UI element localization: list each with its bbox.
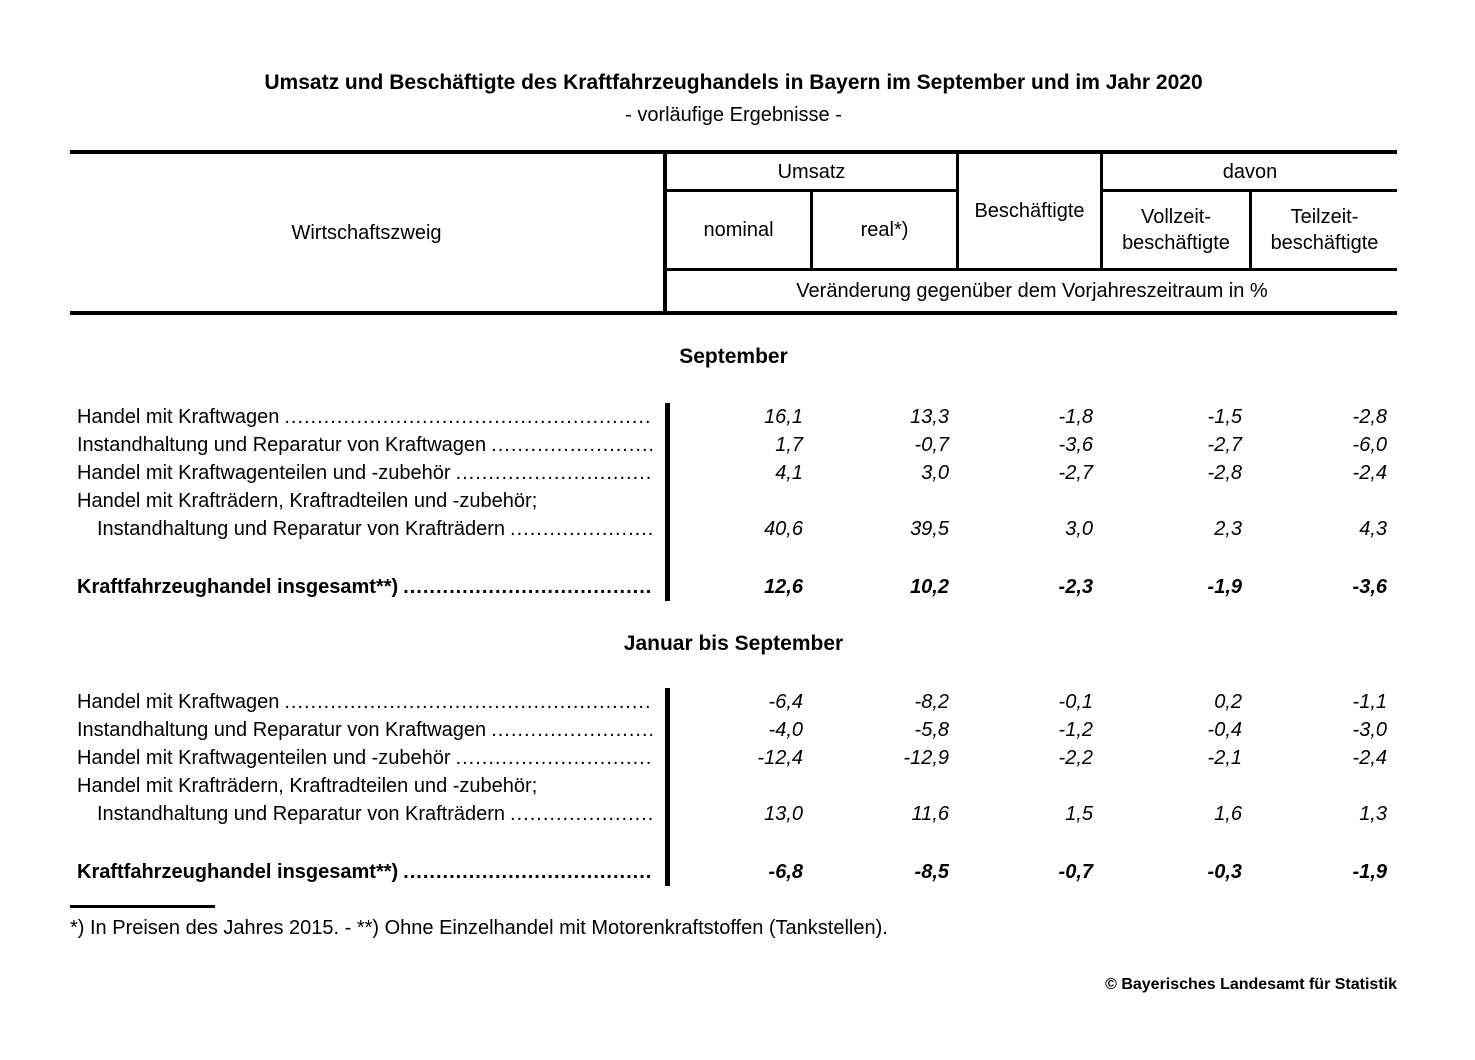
value-real: 13,3 (910, 406, 949, 428)
value-teilzeit: -2,8 (1352, 406, 1387, 428)
value-beschaeftigte: -0,1 (1058, 691, 1093, 713)
value-vollzeit: 1,6 (1214, 803, 1242, 825)
value-teilzeit: -2,4 (1352, 747, 1387, 769)
table-row (70, 403, 1397, 431)
dotted-leader (284, 688, 652, 716)
dotted-leader (456, 459, 652, 487)
value-real: -12,9 (903, 747, 949, 769)
value-beschaeftigte: -0,7 (1058, 861, 1093, 883)
table-total-row (70, 573, 1397, 601)
value-vollzeit: 0,2 (1214, 691, 1242, 713)
value-real: 11,6 (911, 803, 949, 825)
section-heading-september: September (679, 345, 788, 368)
row-label-text: Handel mit Kraftwagenteilen und -zubehör (77, 462, 451, 484)
value-teilzeit: -6,0 (1352, 434, 1387, 456)
value-beschaeftigte: -1,2 (1058, 719, 1093, 741)
value-real: -0,7 (914, 434, 949, 456)
header-umsatz: Umsatz (667, 154, 959, 192)
value-teilzeit: -3,6 (1352, 576, 1387, 598)
dotted-leader (491, 431, 652, 459)
value-beschaeftigte: -3,6 (1058, 434, 1093, 456)
row-label-text: Handel mit Krafträdern, Kraftradteilen und -zubehör; (77, 775, 538, 797)
value-vollzeit: -1,5 (1207, 406, 1242, 428)
row-label (70, 403, 667, 431)
table-row (70, 688, 1397, 716)
row-label (70, 431, 667, 459)
value-nominal: -12,4 (757, 747, 803, 769)
value-nominal: 1,7 (775, 434, 803, 456)
row-label (70, 744, 667, 772)
value-teilzeit: 4,3 (1359, 518, 1387, 540)
header-real: real*) (813, 192, 959, 268)
value-vollzeit: -2,1 (1207, 747, 1242, 769)
value-nominal: 16,1 (764, 406, 803, 428)
value-teilzeit: -3,0 (1352, 719, 1387, 741)
row-label (70, 716, 667, 744)
header-nominal: nominal (667, 192, 813, 268)
copyright-notice: © Bayerisches Landesamt für Statistik (1105, 976, 1397, 993)
table-total-row (70, 858, 1397, 886)
row-label-text: Instandhaltung und Reparatur von Krafträdern (97, 803, 506, 825)
row-label-text: Handel mit Kraftwagen (77, 691, 280, 713)
row-label-text: Instandhaltung und Reparatur von Kraftwagen (77, 434, 487, 456)
footnote-text: *) In Preisen des Jahres 2015. - **) Ohne Einzelhandel mit Motorenkraftstoffen (Tankstellen). (70, 917, 888, 939)
header-beschaeftigte: Beschäftigte (959, 154, 1103, 268)
header-wirtschaftszweig: Wirtschaftszweig (70, 154, 667, 311)
value-real: -5,8 (914, 719, 949, 741)
value-beschaeftigte: -1,8 (1058, 406, 1093, 428)
value-beschaeftigte: 1,5 (1065, 803, 1093, 825)
value-vollzeit: -0,3 (1207, 861, 1242, 883)
dotted-leader (510, 515, 652, 543)
dotted-leader (456, 744, 652, 772)
table-row (70, 459, 1397, 487)
section-divider-line (665, 688, 670, 886)
row-label (70, 487, 667, 543)
dotted-leader (510, 800, 652, 828)
document-subtitle: - vorläufige Ergebnisse - (625, 104, 842, 126)
table-row (70, 487, 1397, 543)
row-label-text: Handel mit Kraftwagenteilen und -zubehör (77, 747, 451, 769)
section-divider-line (665, 403, 670, 601)
value-nominal: -4,0 (768, 719, 803, 741)
header-vollzeit: Vollzeit-beschäftigte (1103, 192, 1252, 268)
row-label (70, 573, 667, 601)
value-vollzeit: -2,7 (1207, 434, 1242, 456)
table-row (70, 431, 1397, 459)
row-label-text: Instandhaltung und Reparatur von Kraftwagen (77, 719, 487, 741)
value-nominal: 4,1 (775, 462, 803, 484)
row-label-text: Handel mit Kraftwagen (77, 406, 280, 428)
value-vollzeit: -1,9 (1207, 576, 1242, 598)
value-vollzeit: -2,8 (1207, 462, 1242, 484)
value-teilzeit: -1,1 (1352, 691, 1387, 713)
row-label-text: Kraftfahrzeughandel insgesamt**) (77, 861, 399, 883)
value-beschaeftigte: -2,2 (1058, 747, 1093, 769)
row-spacer (70, 543, 1397, 573)
row-label-text: Kraftfahrzeughandel insgesamt**) (77, 576, 399, 598)
value-nominal: 40,6 (764, 518, 803, 540)
dotted-leader (284, 403, 652, 431)
value-teilzeit: 1,3 (1359, 803, 1387, 825)
row-label (70, 858, 667, 886)
value-real: -8,2 (914, 691, 949, 713)
value-nominal: -6,8 (768, 861, 803, 883)
dotted-leader (403, 573, 652, 601)
section-heading-januar-bis-september: Januar bis September (623, 632, 844, 655)
value-beschaeftigte: 3,0 (1065, 518, 1093, 540)
row-label (70, 459, 667, 487)
document-title: Umsatz und Beschäftigte des Kraftfahrzeughandels in Bayern im September und im Jahr 2020 (264, 71, 1203, 94)
table-header (70, 150, 1397, 315)
section-body-januar-bis-september (70, 688, 1397, 886)
row-label-line2 (77, 800, 652, 828)
row-label (70, 772, 667, 828)
row-label-line2 (77, 515, 652, 543)
header-davon: davon (1103, 154, 1397, 192)
header-veraenderung: Veränderung gegenüber dem Vorjahreszeitraum in % (667, 268, 1397, 311)
row-spacer (70, 828, 1397, 858)
header-teilzeit: Teilzeit-beschäftigte (1270, 206, 1379, 254)
value-nominal: -6,4 (768, 691, 803, 713)
value-real: 39,5 (910, 518, 949, 540)
value-vollzeit: -0,4 (1207, 719, 1242, 741)
value-beschaeftigte: -2,7 (1058, 462, 1093, 484)
row-label (70, 688, 667, 716)
value-nominal: 13,0 (764, 803, 803, 825)
row-label-text: Instandhaltung und Reparatur von Krafträdern (97, 518, 506, 540)
value-teilzeit: -2,4 (1352, 462, 1387, 484)
value-teilzeit: -1,9 (1352, 861, 1387, 883)
value-real: -8,5 (914, 861, 949, 883)
value-nominal: 12,6 (764, 576, 803, 598)
table-row (70, 744, 1397, 772)
section-body-september (70, 403, 1397, 601)
table-row (70, 772, 1397, 828)
value-real: 10,2 (910, 576, 949, 598)
value-vollzeit: 2,3 (1214, 518, 1242, 540)
footnote-divider (70, 905, 215, 908)
row-label-text: Handel mit Krafträdern, Kraftradteilen und -zubehör; (77, 490, 538, 512)
dotted-leader (491, 716, 652, 744)
dotted-leader (403, 858, 652, 886)
table-row (70, 716, 1397, 744)
value-real: 3,0 (921, 462, 949, 484)
value-beschaeftigte: -2,3 (1058, 576, 1093, 598)
